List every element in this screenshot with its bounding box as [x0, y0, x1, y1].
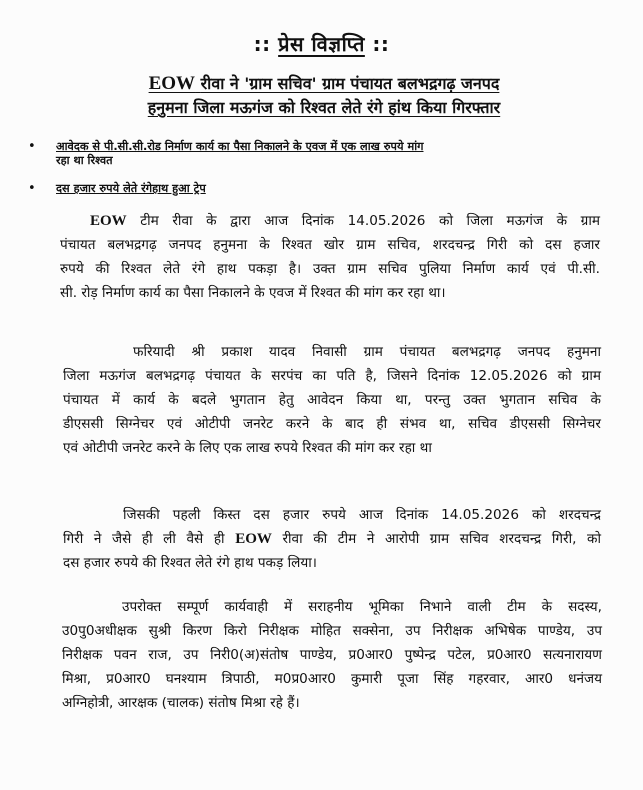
- paragraph-line: [60, 209, 600, 233]
- paragraph-4: [62, 595, 602, 715]
- paragraph-line: मिश्रा, प्र0आर0 घनश्याम त्रिपाठी, म0प्र0आर0 कुमारी पूजा सिंह गहरवार, आर0 धनंजय: [62, 671, 602, 687]
- paragraph-line: पंचायत में कार्य के बदले भुगतान हेतु आवेदन किया था, परन्तु उक्त भुगतान सचिव के: [63, 392, 601, 408]
- paragraph-line: सी. रोड़ निर्माण कार्य का पैसा निकालने के एवज में रिश्वत की मांग कर रहा था।: [60, 285, 446, 301]
- paragraph-line: उ0पु0अधीक्षक सुश्री किरण किरो निरीक्षक मोहित सक्सेना, उप निरीक्षक अभिषेक पाण्डेय, उप: [62, 623, 602, 639]
- paragraph-eow: EOW: [235, 531, 272, 547]
- paragraph-line: [63, 527, 601, 551]
- paragraph-line: उपरोक्त सम्पूर्ण कार्यवाही में सराहनीय भूमिका निभाने वाली टीम के सदस्य,: [122, 599, 602, 615]
- paragraph-eow: EOW: [90, 213, 127, 229]
- paragraph-line: डीएससी सिग्नेचर एवं ओटीपी जनरेट करने के बाद ही संभव था, सचिव डीएससी सिग्नेचर: [63, 416, 601, 432]
- paragraph-2: [63, 340, 601, 460]
- paragraph-line-text: रीवा की टीम ने आरोपी ग्राम सचिव शरदचन्द्र गिरी, को: [282, 531, 601, 547]
- headline-line-1-text: रीवा ने 'ग्राम सचिव' ग्राम पंचायत बलभद्रगढ़ जनपद: [200, 74, 500, 93]
- paragraph-line: फरियादी श्री प्रकाश यादव निवासी ग्राम पंचायत बलभद्रगढ़ जनपद हनुमना: [133, 344, 601, 360]
- paragraph-line: निरीक्षक पवन राज, उप निरी0(अ)संतोष पाण्डेय, प्र0आर0 पुष्पेन्द्र पटेल, प्र0आर0 सत्यनारायण: [62, 647, 602, 663]
- headline-line-2: हनुमना जिला मऊगंज को रिश्वत लेते रंगे हांथ किया गिरफ्तार: [147, 98, 501, 117]
- bullet-item: [28, 182, 588, 198]
- left-ornament: ::: [253, 32, 271, 56]
- paragraph-3: [63, 503, 601, 575]
- bullet-line: दस हजार रुपये लेते रंगेहाथ हुआ ट्रेप: [56, 182, 206, 195]
- paragraph-line: जिसकी पहली किस्त दस हजार रुपये आज दिनांक 14.05.2026 को शरदचन्द्र: [123, 507, 601, 523]
- press-release-heading: [0, 30, 643, 57]
- paragraph-line: रुपये की रिश्वत लेते रंगे हाथ पकड़ा है। उक्त ग्राम सचिव पुलिया निर्माण कार्य एवं पी.सी.: [60, 261, 600, 277]
- paragraph-line: पंचायत बलभद्रगढ़ जनपद हनुमना के रिश्वत खोर ग्राम सचिव, शरदचन्द्र गिरी को दस हजार: [60, 237, 600, 253]
- paragraph-line-text: टीम रीवा के द्वारा आज दिनांक 14.05.2026 को जिला मऊगंज के ग्राम: [140, 213, 600, 229]
- headline-eow: EOW: [148, 73, 196, 94]
- paragraph-1: [60, 209, 600, 305]
- paragraph-line: अग्निहोत्री, आरक्षक (चालक) संतोष मिश्रा रहे हैं।: [62, 695, 300, 711]
- right-ornament: ::: [372, 32, 390, 56]
- press-release-title: प्रेस विज्ञप्ति: [278, 32, 365, 56]
- bullet-icon: •: [28, 139, 36, 154]
- paragraph-line-text: गिरी ने जैसे ही ली वैसे ही: [63, 531, 225, 547]
- bullet-icon: •: [28, 181, 36, 196]
- paragraph-line: जिला मऊगंज बलभद्रगढ़ पंचायत के सरपंच का पति है, जिसने दिनांक 12.05.2026 को ग्राम: [63, 368, 601, 384]
- bullet-line: रहा था रिश्वत: [56, 154, 113, 167]
- bullet-text: [56, 182, 596, 196]
- headline-line-1: [44, 72, 604, 96]
- paragraph-line: एवं ओटीपी जनरेट करने के लिए एक लाख रुपये रिश्वत की मांग कर रहा था: [63, 440, 432, 456]
- paragraph-line: दस हजार रुपये की रिश्वत लेते रंगे हाथ पकड़ लिया।: [63, 555, 317, 571]
- bullet-line: आवेदक से पी.सी.सी.रोड निर्माण कार्य का पैसा निकालने के एवज में एक लाख रुपये मांग: [56, 140, 424, 153]
- bullet-text: [56, 140, 596, 168]
- bullet-item: [28, 140, 588, 170]
